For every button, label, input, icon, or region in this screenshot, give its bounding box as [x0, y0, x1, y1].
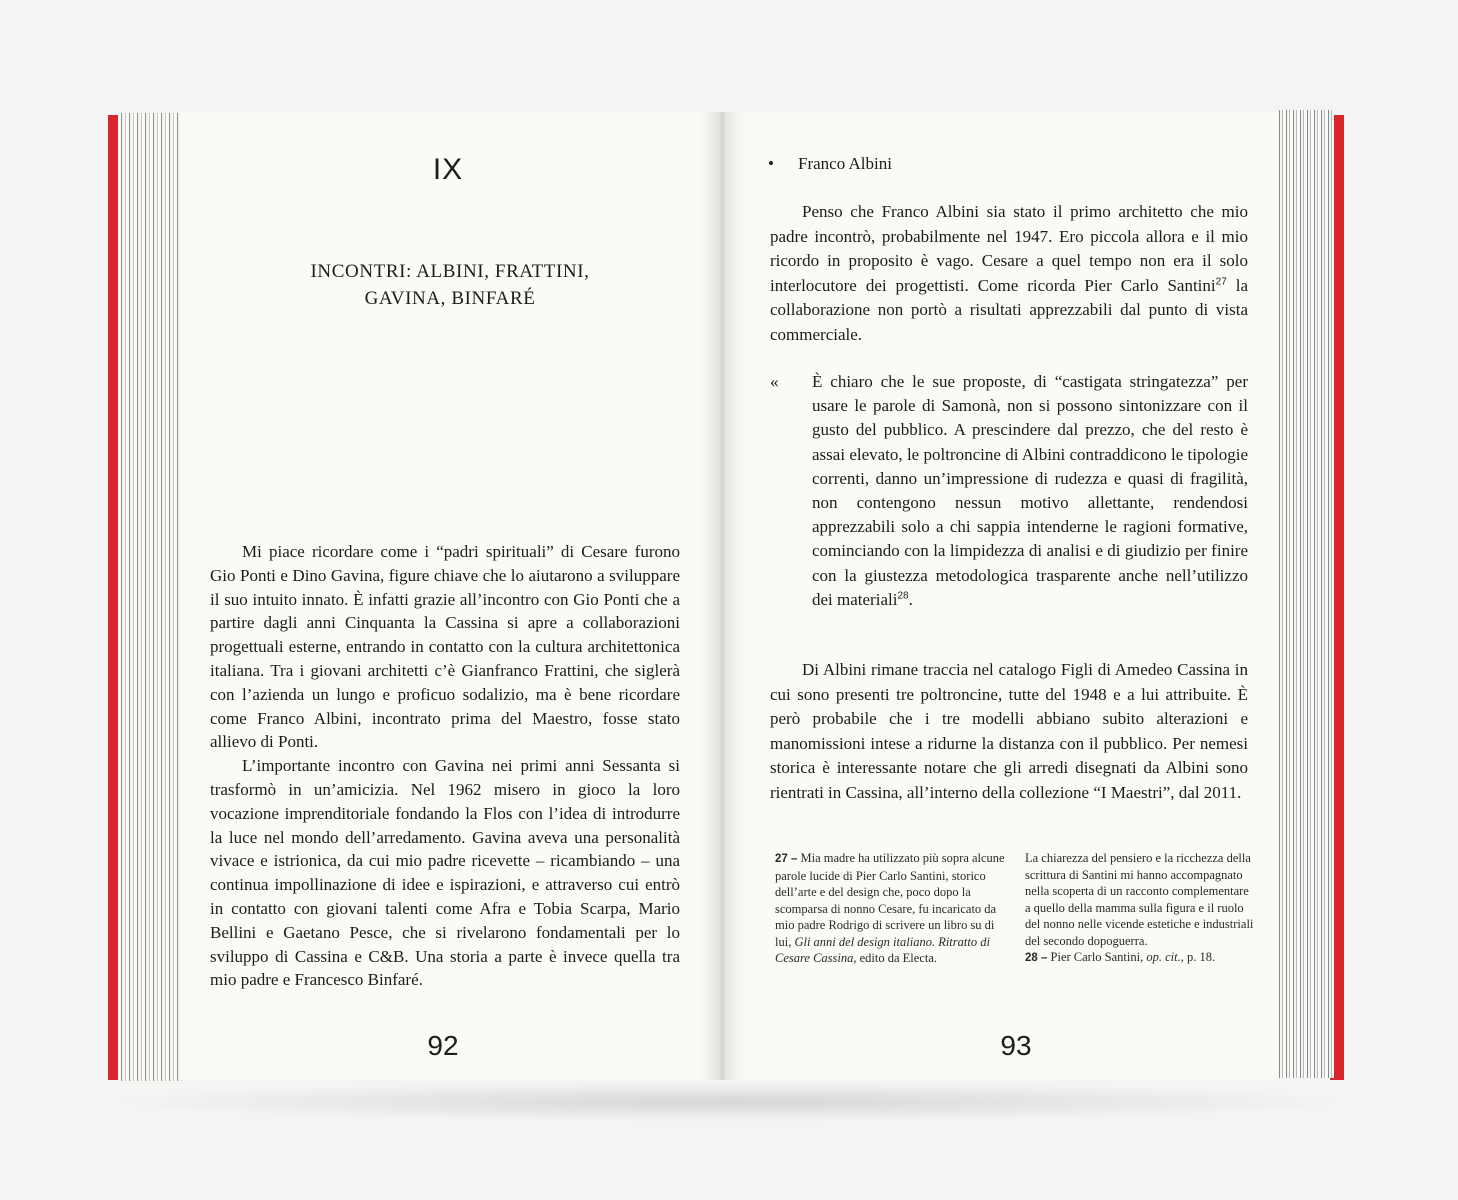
right-paragraph-2-text: Di Albini rimane traccia nel catalogo Figli di Amedeo Cassina in cui sono presenti tre poltroncine, tutte del 1948 e a lui attribuite. È però probabile che i tre modelli abbiano subito alterazioni e manomissioni intese a ridurne la distanza con il pubblico. Per nemesi storica è interessante notare che gli arredi disegnati da Albini sono rientrati in Cassina, all’interno della collezione “I Maestri”, dal 2011.: [770, 660, 1248, 802]
quote-mark: «: [770, 372, 779, 391]
footnote-ref-27: 27: [1215, 275, 1227, 287]
footnote-ref-28: 28: [897, 590, 909, 602]
footnote-28-text-end: , p. 18.: [1180, 950, 1216, 964]
section-heading-text: Franco Albini: [798, 154, 892, 173]
footnote-column-2: [1025, 850, 1257, 967]
right-paragraph-1: [770, 200, 1248, 347]
footnote-28-italic: op. cit.: [1146, 950, 1181, 964]
footnote-28-text: Pier Carlo Santini,: [1047, 950, 1147, 964]
page-edges-right: [1276, 110, 1334, 1078]
footnote-27-text: Mia madre ha utilizzato più sopra alcune parole lucide di Pier Carlo Santini, storico dell’arte e del design che, poco dopo la scomparsa di nonno Cesare, fu incaricato da mio padre Rodrigo di scrivere un libro su di lui,: [775, 851, 1005, 949]
section-heading: [768, 153, 1168, 175]
book-shadow: [100, 1082, 1360, 1122]
chapter-title-line-1: INCONTRI: ALBINI, FRATTINI,: [310, 261, 590, 282]
footnote-28-label: 28 –: [1025, 952, 1048, 964]
chapter-title-line-2: GAVINA, BINFARÉ: [364, 288, 536, 309]
bullet-icon: •: [768, 154, 774, 173]
left-paragraph-1: Mi piace ricordare come i “padri spirituali” di Cesare furono Gio Ponti e Dino Gavina, figure chiave che lo aiutarono a sviluppare il suo intuito innato. È infatti grazie all’incontro con Gio Ponti che a partire dagli anni Cinquanta la Cassina si apre a collaborazioni progettuali esterne, entrando in contatto con la cultura architettonica italiana. Tra i giovani architetti c’è Gianfranco Frattini, che siglerà con l’azienda un lungo e proficuo sodalizio, ma è bene ricordare come Franco Albini, incontrato prima del Maestro, fosse stato allievo di Ponti.: [210, 542, 680, 752]
page-edges-left: [118, 113, 184, 1081]
block-quote: [770, 370, 1248, 612]
chapter-number: IX: [432, 153, 464, 186]
left-body-text: [210, 540, 680, 992]
footnote-27: [775, 850, 1005, 967]
left-paragraph-2: L’importante incontro con Gavina nei primi anni Sessanta si trasformò in un’amicizia. Nel 1962 misero in gioco la loro vocazione imprenditoriale fondando la Flos con l’idea di introdurre la luce nel mondo dell’arredamento. Gavina aveva una personalità vivace e istrionica, da cui mio padre ricevette – ricambiando – una continua impollinazione di idee e ispirazioni, e attraverso cui entrò in contatto con giovani talenti come Afra e Tobia Scarpa, Mario Bellini e Gaetano Pesce, che si rivelarono fondamentali per lo sviluppo di Cassina e C&B. Una storia a parte è invece quella tra mio padre e Francesco Binfaré.: [210, 756, 680, 990]
footnote-27-title: Gli anni del design italiano. Ritratto di Cesare Cassina: [775, 934, 990, 965]
right-paragraph-1-text-cont: la collaborazione non portò a risultati apprezzabili dal punto di vista commerciale.: [770, 275, 1248, 344]
right-paragraph-2: [770, 658, 1248, 805]
chapter-title: [210, 258, 690, 312]
quote-text: È chiaro che le sue proposte, di “castigata stringatezza” per usare le parole di Samonà, non si possono sintonizzare con il gusto del pubblico. A prescindere dal prezzo, che del resto è assai elevato, le poltroncine di Albini contraddicono le tipologie correnti, danno un’impressione di rudezza e quasi di fragilità, non contengono nessun motivo allettante, rendendosi apprezzabili solo a chi sappia intenderne le ragioni formative, cominciando con la limpidezza di analisi e di giudizio per finire con la giustezza metodologica trasparente anche nell’utilizzo dei materiali: [812, 372, 1248, 609]
footnote-27-label: 27 –: [775, 853, 798, 865]
page-number-right: 93: [1000, 1030, 1032, 1061]
book-gutter: [700, 112, 746, 1080]
quote-end: .: [908, 589, 913, 609]
footnote-28: [1025, 949, 1257, 967]
footnote-27-continued: La chiarezza del pensiero e la ricchezza della scrittura di Santini mi hanno accompagnato nella scoperta di un racconto complementare a quello della mamma sulla figura e il ruolo del nonno nelle vicende estetiche e industriali del secondo dopoguerra.: [1025, 851, 1254, 948]
page-number-left: 92: [427, 1030, 459, 1061]
footnote-27-text-end: , edito da Electa.: [853, 951, 938, 965]
right-paragraph-1-text: Penso che Franco Albini sia stato il primo architetto che mio padre incontrò, probabilmente nel 1947. Ero piccola allora e il mio ricordo in proposito è vago. Cesare a quel tempo non era il solo interlocutore dei progettisti. Come ricorda Pier Carlo Santini: [770, 202, 1248, 295]
